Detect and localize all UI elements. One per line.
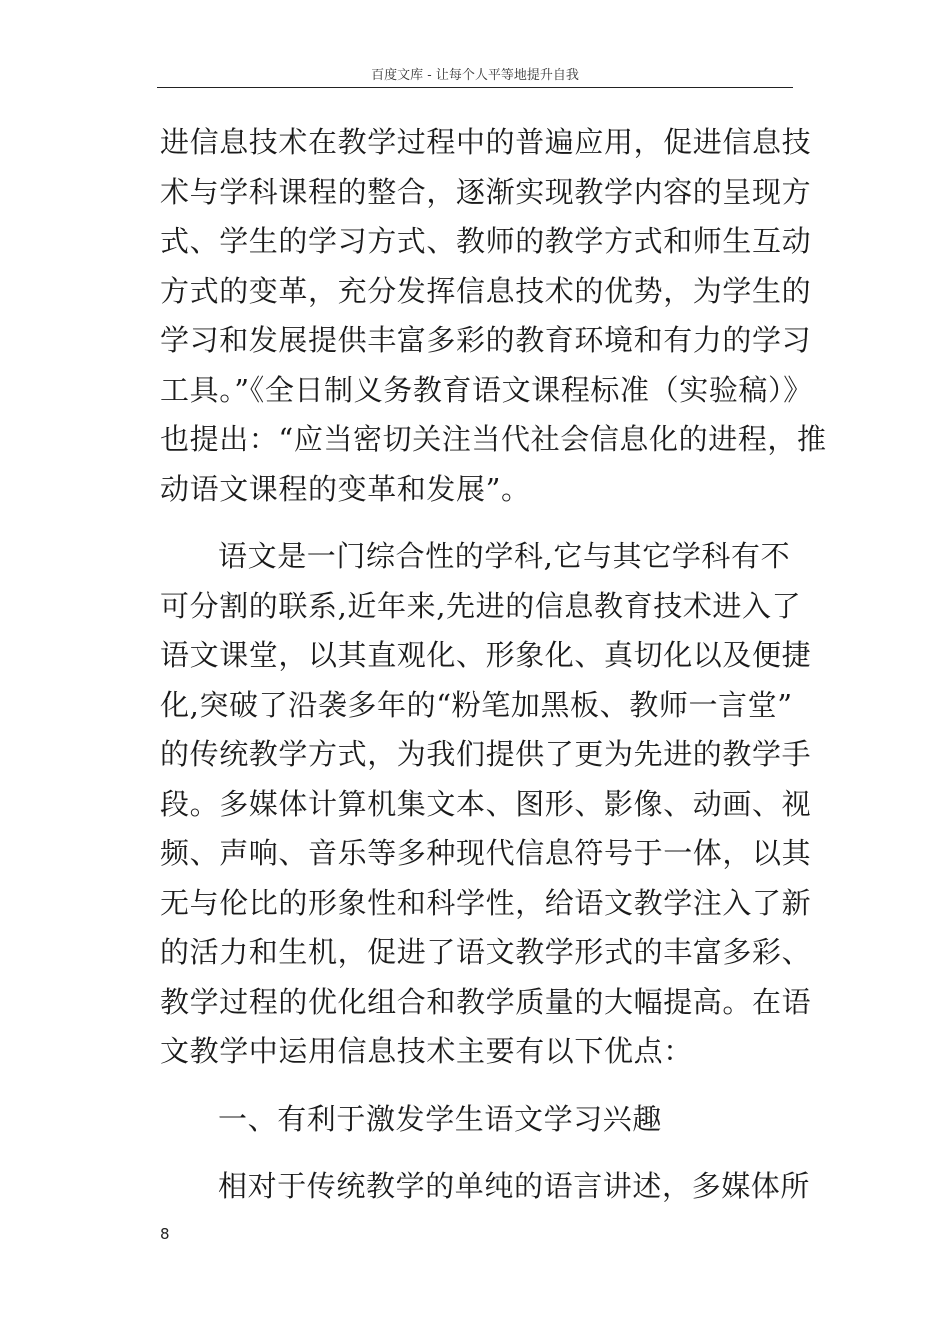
text-line: 语文课堂，以其直观化、形象化、真切化以及便捷	[160, 638, 812, 672]
paragraph-2	[160, 532, 812, 1077]
text-line: 进信息技术在教学过程中的普遍应用，促进信息技	[160, 125, 812, 159]
text-line: 频、声响、音乐等多种现代信息符号于一体，以其	[160, 836, 812, 870]
text-line: 学习和发展提供丰富多彩的教育环境和有力的学习	[160, 323, 812, 357]
paragraph-1	[160, 118, 827, 514]
text-line: 文教学中运用信息技术主要有以下优点：	[160, 1034, 693, 1068]
text-line: 工具。”《全日制义务教育语文课程标准（实验稿）》	[160, 372, 813, 407]
text-line: 教学过程的优化组合和教学质量的大幅提高。在语	[160, 984, 812, 1019]
section-heading	[160, 1095, 800, 1145]
text-line: 式、学生的学习方式、教师的教学方式和师生互动	[160, 224, 812, 258]
text-line: 可分割的联系,近年来,先进的信息教育技术进入了	[160, 588, 802, 623]
text-line: 术与学科课程的整合，逐渐实现教学内容的呈现方	[160, 174, 812, 209]
text-line: 段。多媒体计算机集文本、图形、影像、动画、视	[160, 786, 812, 821]
text-line: 的活力和生机，促进了语文教学形式的丰富多彩、	[160, 935, 812, 969]
text-line: 方式的变革，充分发挥信息技术的优势，为学生的	[160, 273, 812, 308]
document-body	[160, 118, 827, 1212]
header-rule	[157, 87, 793, 88]
text-line: 动语文课程的变革和发展”。	[160, 471, 531, 506]
page-header: 百度文库 - 让每个人平等地提升自我	[371, 68, 579, 83]
paragraph-3	[160, 1162, 811, 1212]
page-number: 8	[160, 1225, 170, 1243]
text-line: 的传统教学方式，为我们提供了更为先进的教学手	[160, 737, 812, 771]
text-line: 相对于传统教学的单纯的语言讲述，多媒体所	[218, 1169, 811, 1203]
text-line: 一、有利于激发学生语文学习兴趣	[218, 1101, 663, 1136]
text-line: 无与伦比的形象性和科学性，给语文教学注入了新	[160, 885, 812, 920]
text-line: 也提出：“应当密切关注当代社会信息化的进程，推	[160, 422, 827, 456]
text-line: 语文是一门综合性的学科,它与其它学科有不	[218, 539, 791, 573]
text-line: 化,突破了沿袭多年的“粉笔加黑板、教师一言堂”	[160, 687, 793, 722]
